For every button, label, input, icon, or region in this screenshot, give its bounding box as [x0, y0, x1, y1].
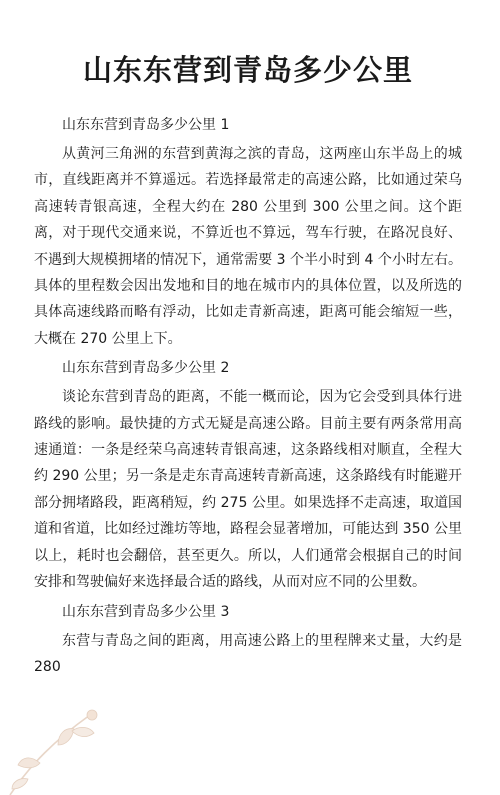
- section-heading-3: 山东东营到青岛多少公里 3: [62, 603, 230, 620]
- page-title: 山东东营到青岛多少公里: [82, 53, 413, 87]
- section-paragraph-3: 东营与青岛之间的距离，用高速公路上的里程牌来丈量，大约是 280: [34, 632, 462, 675]
- section-paragraph-2: 谈论东营到青岛的距离，不能一概而论，因为它会受到具体行进路线的影响。最快捷的方式无疑是高速公路。目前主要有两条常用高速通道：一条是经荣乌高速转青银高速，这条路线相对顺直，全程大约 290 公里；另一条是走东青高速转青新高速，这条路线有时能避开部分拥堵路段，距离稍短，约 275 公里。如果选择不走高速，取道国道和省道，比如经过潍坊等地，路程会显著增加，可能达到 350 公里以上，耗时也会翻倍，甚至更久。所以，人们通常会根据自己的时间安排和驾驶偏好来选择最合适的路线，从而对应不同的公里数。: [34, 389, 462, 591]
- section-heading-2: 山东东营到青岛多少公里 2: [62, 360, 230, 377]
- article-body: [34, 115, 462, 680]
- section-paragraph-1: 从黄河三角洲的东营到黄海之滨的青岛，这两座山东半岛上的城市，直线距离并不算遥远。若选择最常走的高速公路，比如通过荣乌高速转青银高速，全程大约在 280 公里到 300 公里之间。这个距离，对于现代交通来说，不算近也不算远，驾车行驶，在路况良好、不遇到大规模拥堵的情况下，通常需要 3 个半小时到 4 个小时左右。具体的里程数会因出发地和目的地在城市内的具体位置，以及所选的具体高速线路而略有浮动，比如走青新高速，距离可能会缩短一些，大概在 270 公里上下。: [34, 146, 462, 347]
- section-heading-1: 山东东营到青岛多少公里 1: [62, 117, 230, 133]
